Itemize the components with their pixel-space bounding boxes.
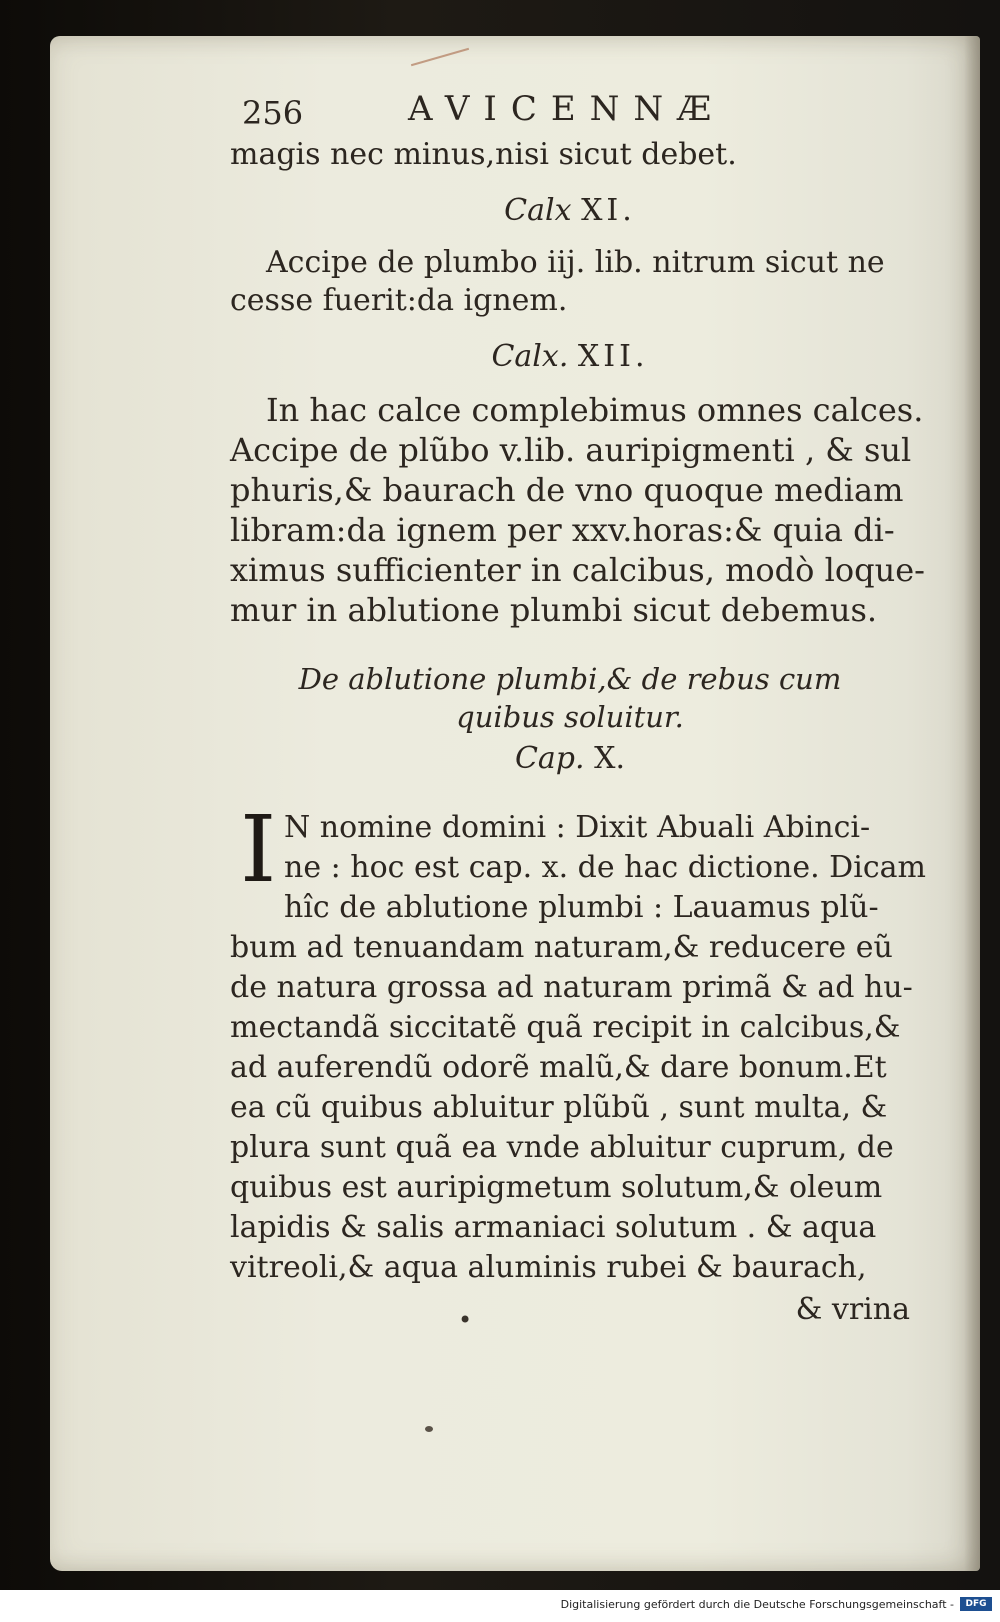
calx-12-paragraph — [230, 390, 925, 630]
text-line: ximus sufficienter in calcibus, modò loque- — [230, 551, 925, 589]
stray-dot: • — [458, 1306, 473, 1334]
page-edge-shadow — [964, 36, 980, 1571]
cap-numeral: X. — [594, 741, 626, 776]
chapter-title — [230, 660, 910, 736]
footer-strip — [0, 1590, 1000, 1622]
calx-11-numeral: XI. — [581, 193, 636, 228]
calx-12-numeral: XII. — [577, 339, 649, 374]
chapter-paragraph — [230, 796, 926, 1330]
text-line: ne : hoc est cap. x. de hac dictione. Dicam — [284, 850, 926, 885]
page-text — [230, 89, 926, 1330]
text-line: cesse fuerit:da ignem. — [230, 283, 568, 318]
drop-capital: I — [240, 796, 277, 903]
calx-12-label: Calx. — [491, 339, 569, 374]
page-header — [230, 90, 910, 136]
calx-12-heading — [230, 338, 910, 376]
text-line: mectandã siccitatẽ quã recipit in calcibus,& — [230, 1010, 901, 1045]
text-line: de natura grossa ad naturam primã & ad hu- — [230, 970, 913, 1005]
text-line: libram:da ignem per xxv.horas:& quia di- — [230, 511, 895, 549]
dfg-logo: DFG — [960, 1597, 992, 1611]
text-line: Accipe de plumbo iij. lib. nitrum sicut ne — [266, 245, 885, 280]
text-line: vitreoli,& aqua aluminis rubei & baurach, — [230, 1250, 867, 1285]
calx-11-heading — [230, 192, 910, 230]
text-line: ea cũ quibus abluitur plũbũ , sunt multa, & — [230, 1090, 888, 1125]
text-line: plura sunt quã ea vnde abluitur cuprum, de — [230, 1130, 894, 1165]
cap-label: Cap. — [514, 741, 585, 776]
calx-11-paragraph — [230, 244, 910, 320]
calx-11-label: Calx — [504, 193, 572, 228]
chapter-title-line: De ablutione plumbi,& de rebus cum — [298, 662, 842, 696]
text-line: N nomine domini : Dixit Abuali Abinci- — [284, 810, 871, 845]
text-line: hîc de ablutione plumbi : Lauamus plũ- — [284, 890, 879, 925]
text-line: Accipe de plũbo v.lib. auripigmenti , & sul — [230, 431, 912, 469]
text-line: ad auferendũ odorẽ malũ,& dare bonum.Et — [230, 1050, 887, 1085]
stray-speck — [425, 1426, 433, 1432]
chapter-title-line: quibus soluitur. — [456, 700, 684, 734]
text-line: In hac calce complebimus omnes calces. — [266, 391, 924, 429]
page-number: 256 — [242, 94, 304, 132]
text-line: lapidis & salis armaniaci solutum . & aqua — [230, 1210, 877, 1245]
digitization-credit: Digitalisierung gefördert durch die Deutsche Forschungsgemeinschaft - — [560, 1598, 954, 1611]
ink-mark — [411, 48, 469, 66]
text-line: quibus est auripigmetum solutum,& oleum — [230, 1170, 883, 1205]
text-line: mur in ablutione plumbi sicut debemus. — [230, 591, 878, 629]
chapter-number — [230, 740, 910, 778]
running-head: AVICENNÆ — [408, 89, 726, 129]
text-line: phuris,& baurach de vno quoque mediam — [230, 471, 904, 509]
text-line: bum ad tenuandam naturam,& reducere eũ — [230, 930, 893, 965]
catchword: & vrina — [795, 1292, 910, 1327]
opening-line: magis nec minus,nisi sicut debet. — [230, 137, 737, 172]
